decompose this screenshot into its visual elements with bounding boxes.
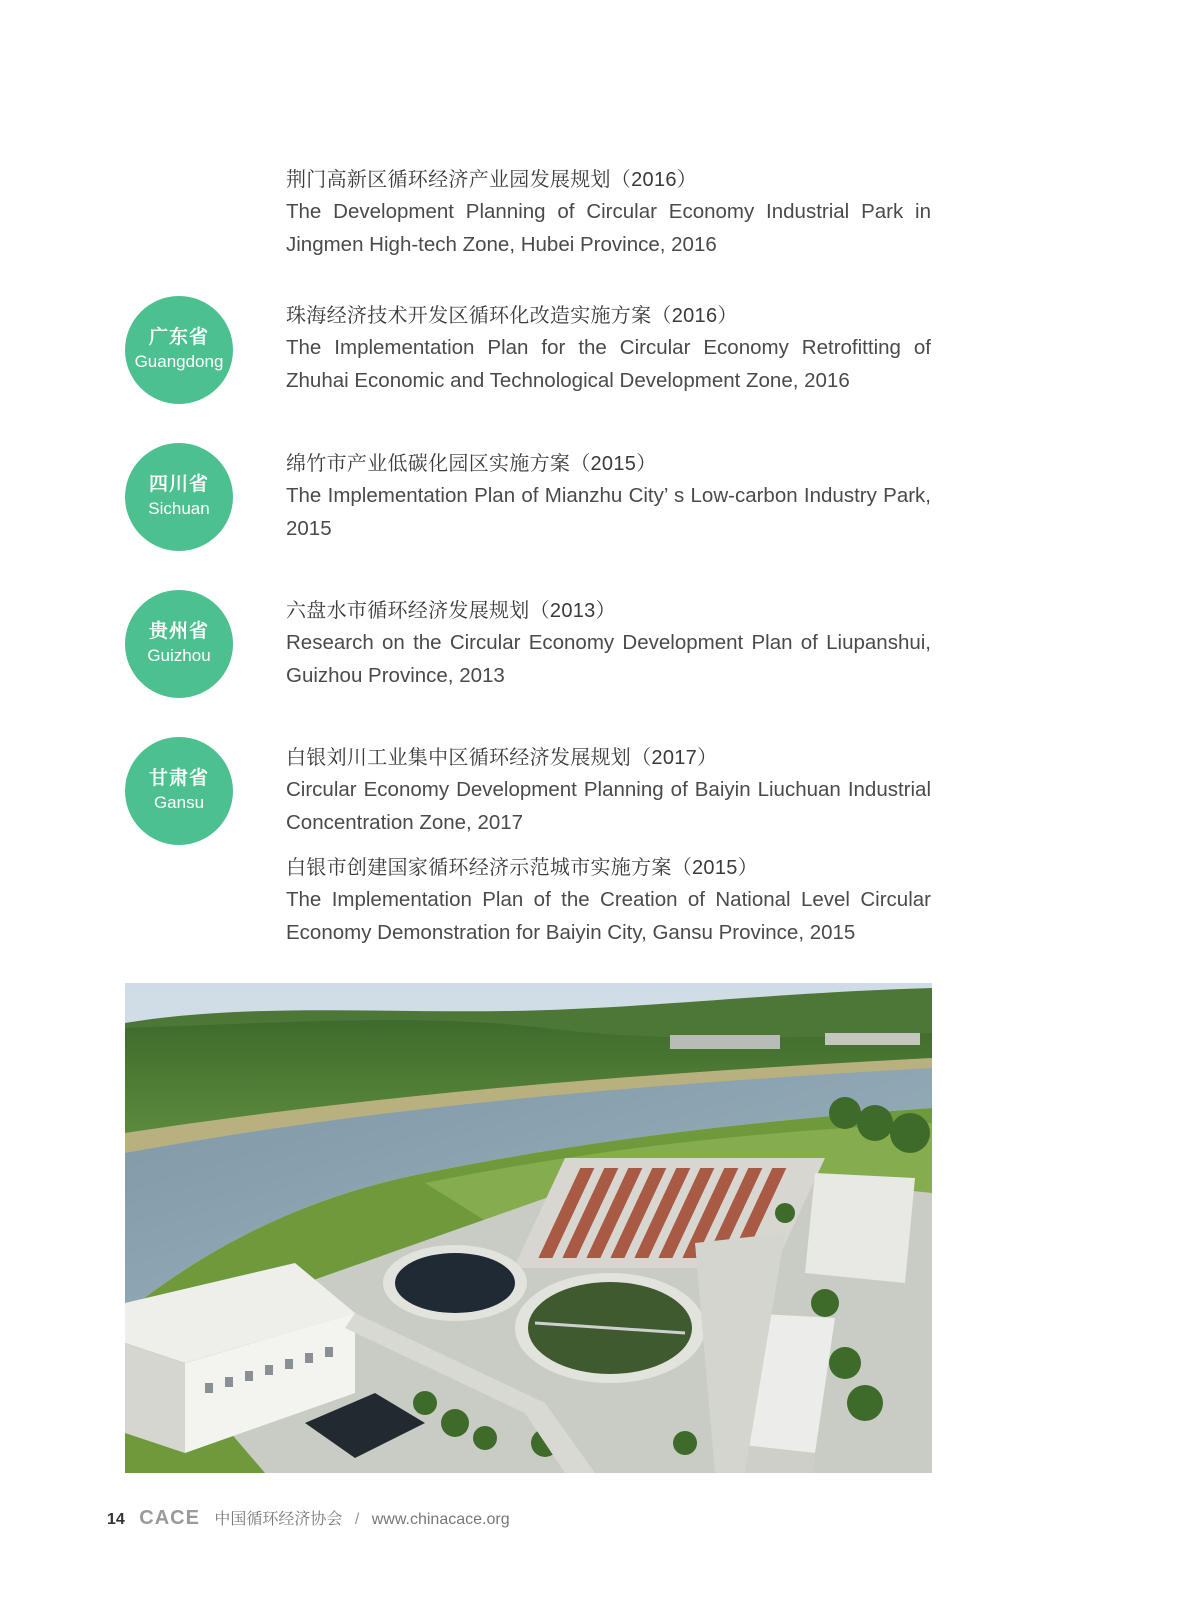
plan-title-en: The Implementation Plan of the Creation of National Level Circular Economy Demonstration for Baiyin City, Gansu Province, 2015 (286, 888, 931, 944)
province-name-zh: 四川省 (148, 474, 209, 495)
province-name-zh: 甘肃省 (148, 768, 209, 789)
plan-title-en: The Development Planning of Circular Economy Industrial Park in Jingmen High-tech Zone, Hubei Province, 2016 (286, 200, 931, 256)
plan-title-zh: 荆门高新区循环经济产业园发展规划（2016） (286, 169, 698, 191)
province-badge-guangdong (125, 296, 233, 404)
page-footer (107, 1506, 510, 1530)
province-name-en: Gansu (153, 793, 205, 812)
page-number: 14 (107, 1511, 125, 1528)
org-name: 中国循环经济协会 (214, 1511, 343, 1528)
province-name-en: Guangdong (134, 352, 224, 371)
aerial-photo-treatment-plant (125, 983, 932, 1473)
plan-entry-baiyin-liuchuan (286, 742, 931, 839)
plan-entry-zhuhai (286, 300, 931, 397)
plan-title-zh: 六盘水市循环经济发展规划（2013） (286, 600, 616, 622)
plan-title-en: The Implementation Plan of Mianzhu City’ s Low-carbon Industry Park, 2015 (286, 484, 931, 540)
plan-entry-liupanshui (286, 595, 931, 692)
province-name-en: Guizhou (147, 646, 211, 665)
province-name-zh: 贵州省 (148, 621, 209, 642)
cace-logo-text: CACE (139, 1507, 200, 1529)
province-name-zh: 广东省 (148, 327, 209, 348)
plan-title-en: Research on the Circular Economy Development Plan of Liupanshui, Guizhou Province, 2013 (286, 631, 931, 687)
plan-title-zh: 珠海经济技术开发区循环化改造实施方案（2016） (286, 305, 738, 327)
website-link[interactable]: www.chinacace.org (371, 1511, 510, 1528)
plan-title-zh: 绵竹市产业低碳化园区实施方案（2015） (286, 453, 657, 475)
province-badge-guizhou (125, 590, 233, 698)
plan-entry-baiyin-city (286, 852, 931, 949)
plan-title-en: Circular Economy Development Planning of Baiyin Liuchuan Industrial Concentration Zone, 2017 (286, 778, 931, 834)
province-badge-gansu (125, 737, 233, 845)
plan-title-zh: 白银市创建国家循环经济示范城市实施方案（2015） (286, 857, 758, 879)
plan-entry-mianzhu (286, 448, 931, 545)
plan-title-en: The Implementation Plan for the Circular Economy Retrofitting of Zhuhai Economic and Technological Development Zone, 2016 (286, 336, 931, 392)
plan-entry-jingmen (286, 164, 931, 261)
province-badge-sichuan (125, 443, 233, 551)
plan-title-zh: 白银刘川工业集中区循环经济发展规划（2017） (286, 747, 718, 769)
province-name-en: Sichuan (148, 499, 210, 518)
footer-separator: / (354, 1511, 360, 1528)
